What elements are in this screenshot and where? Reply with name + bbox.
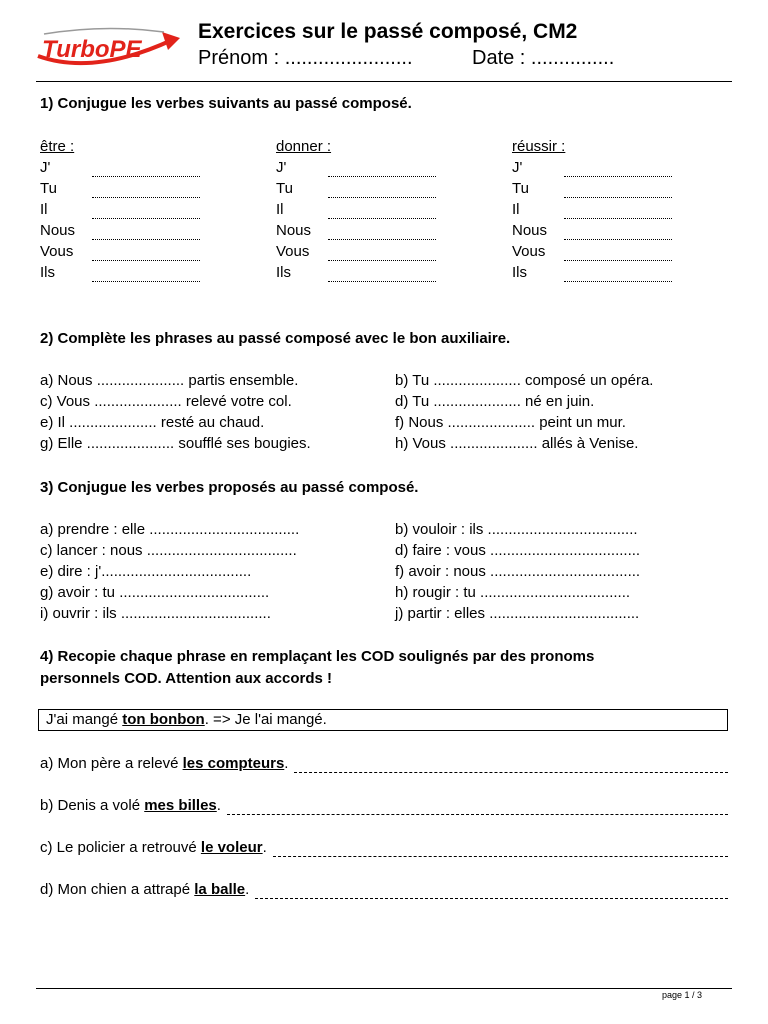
answer-blank[interactable] <box>564 260 672 261</box>
verb-heading: réussir : <box>512 138 566 155</box>
verb-item: f) avoir : nous .................................... <box>395 563 641 580</box>
answer-blank[interactable] <box>92 176 200 177</box>
section4-title-line2: personnels COD. Attention aux accords ! <box>40 670 332 687</box>
sentence-item: a) Nous ..................... partis ensemble. <box>40 372 299 389</box>
pronoun-label: Il <box>276 201 284 218</box>
section4-title-line1: 4) Recopie chaque phrase en remplaçant les COD soulignés par des pronoms <box>40 648 595 665</box>
answer-blank[interactable] <box>564 218 672 219</box>
verb-item: e) dire : j'.................................... <box>40 563 252 580</box>
answer-blank[interactable] <box>564 176 672 177</box>
cod-underlined: les compteurs <box>182 755 285 772</box>
section1-title: 1) Conjugue les verbes suivants au passé composé. <box>40 95 412 112</box>
answer-blank[interactable] <box>564 197 672 198</box>
answer-blank[interactable] <box>92 239 200 240</box>
answer-blank[interactable] <box>328 197 436 198</box>
turbope-logo <box>34 26 182 72</box>
pronoun-label: J' <box>40 159 51 176</box>
pronoun-label: Vous <box>40 243 74 260</box>
date-field[interactable]: Date : ............... <box>472 47 615 69</box>
section3-title: 3) Conjugue les verbes proposés au passé composé. <box>40 479 419 496</box>
cod-underlined: le voleur <box>200 839 263 856</box>
sentence-item: h) Vous ..................... allés à Venise. <box>395 435 639 452</box>
sentence-item: e) Il ..................... resté au chaud. <box>40 414 265 431</box>
sentence-item: f) Nous ..................... peint un mur. <box>395 414 626 431</box>
answer-blank[interactable] <box>564 239 672 240</box>
verb-item: g) avoir : tu .................................... <box>40 584 270 601</box>
sentence-item: c) Vous ..................... relevé votre col. <box>40 393 292 410</box>
pronoun-label: Ils <box>40 264 55 281</box>
cod-underlined: mes billes <box>144 797 217 814</box>
answer-line[interactable] <box>294 772 728 773</box>
verb-item: c) lancer : nous .................................... <box>40 542 297 559</box>
pronoun-label: Tu <box>512 180 529 197</box>
header-divider <box>36 81 732 82</box>
prenom-field[interactable]: Prénom : ....................... <box>198 47 413 69</box>
pronoun-label: Tu <box>40 180 57 197</box>
answer-blank[interactable] <box>328 281 436 282</box>
page-title: Exercices sur le passé composé, CM2 <box>198 20 578 43</box>
page-number: page 1 / 3 <box>662 990 703 1000</box>
verb-item: b) vouloir : ils .................................... <box>395 521 638 538</box>
pronoun-label: Vous <box>512 243 546 260</box>
pronoun-label: Nous <box>40 222 76 239</box>
pronoun-label: Nous <box>276 222 312 239</box>
pronoun-label: Tu <box>276 180 293 197</box>
verb-item: d) faire : vous .................................... <box>395 542 641 559</box>
answer-line[interactable] <box>273 856 728 857</box>
answer-blank[interactable] <box>328 239 436 240</box>
logo-text: TurboPE <box>42 36 142 63</box>
pronoun-label: J' <box>276 159 287 176</box>
pronoun-label: J' <box>512 159 523 176</box>
verb-item: j) partir : elles .................................... <box>395 605 640 622</box>
section2-title: 2) Complète les phrases au passé composé avec le bon auxiliaire. <box>40 330 511 347</box>
example-sentence: J'ai mangé ton bonbon. => Je l'ai mangé. <box>46 711 327 728</box>
verb-heading: donner : <box>276 138 332 155</box>
sentence-item: g) Elle ..................... soufflé ses bougies. <box>40 435 311 452</box>
answer-blank[interactable] <box>328 176 436 177</box>
answer-blank[interactable] <box>92 197 200 198</box>
verb-item: i) ouvrir : ils .................................... <box>40 605 271 622</box>
cod-sentence: b) Denis a volé mes billes. <box>40 797 221 814</box>
answer-blank[interactable] <box>92 281 200 282</box>
answer-blank[interactable] <box>328 218 436 219</box>
sentence-item: b) Tu ..................... composé un opéra. <box>395 372 654 389</box>
answer-blank[interactable] <box>92 260 200 261</box>
verb-item: h) rougir : tu .................................... <box>395 584 631 601</box>
answer-line[interactable] <box>255 898 728 899</box>
pronoun-label: Ils <box>512 264 527 281</box>
answer-blank[interactable] <box>564 281 672 282</box>
cod-sentence: d) Mon chien a attrapé la balle. <box>40 881 250 898</box>
pronoun-label: Il <box>40 201 48 218</box>
logo-swoosh-icon <box>34 26 182 72</box>
pronoun-label: Vous <box>276 243 310 260</box>
verb-heading: être : <box>40 138 75 155</box>
pronoun-label: Nous <box>512 222 548 239</box>
answer-blank[interactable] <box>328 260 436 261</box>
example-cod: ton bonbon <box>122 711 205 728</box>
pronoun-label: Il <box>512 201 520 218</box>
verb-item: a) prendre : elle .................................... <box>40 521 300 538</box>
pronoun-label: Ils <box>276 264 291 281</box>
answer-blank[interactable] <box>92 218 200 219</box>
sentence-item: d) Tu ..................... né en juin. <box>395 393 595 410</box>
footer-divider <box>36 988 732 989</box>
cod-sentence: c) Le policier a retrouvé le voleur. <box>40 839 267 856</box>
answer-line[interactable] <box>227 814 728 815</box>
cod-underlined: la balle <box>194 881 246 898</box>
cod-sentence: a) Mon père a relevé les compteurs. <box>40 755 289 772</box>
